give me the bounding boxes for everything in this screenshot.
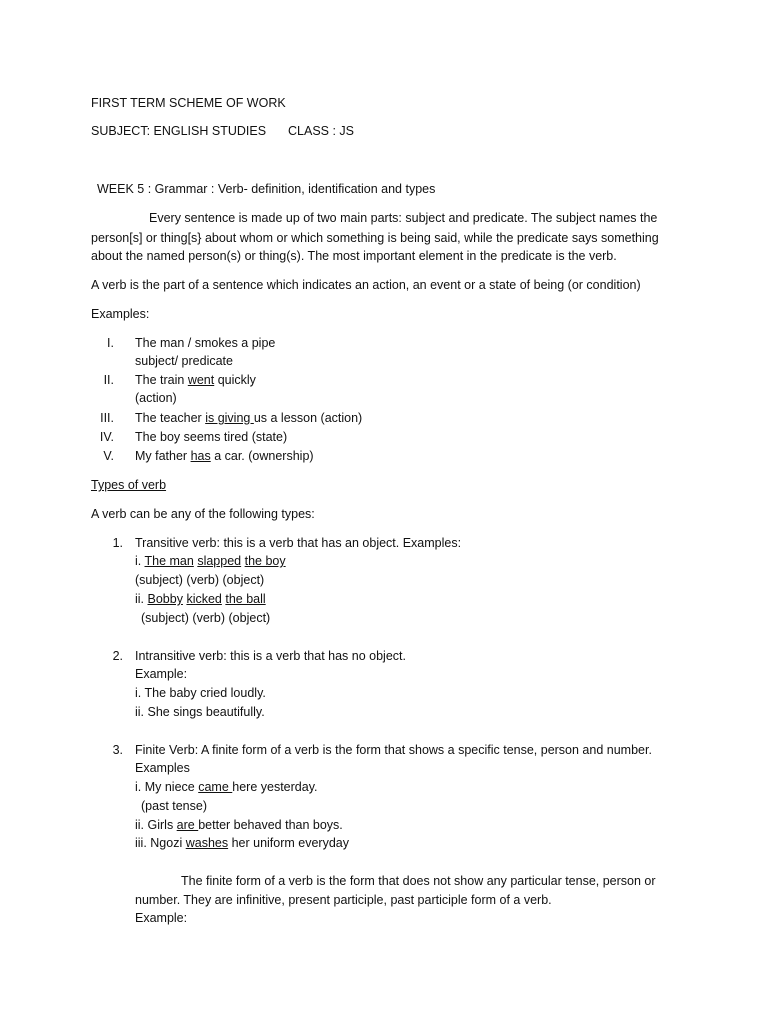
- type-example: [135, 778, 318, 797]
- example-num: I.: [107, 336, 114, 350]
- nonfinite-example-label: Example:: [135, 911, 188, 925]
- example-post: here yesterday.: [232, 780, 318, 794]
- example-post: better behaved than boys.: [198, 818, 343, 832]
- example-num: II.: [103, 373, 114, 387]
- type-example-labels: (subject) (verb) (object): [141, 611, 271, 625]
- example-pre: iii. Ngozi: [135, 836, 186, 850]
- type-example: [135, 552, 286, 571]
- type-title: Transitive verb: this is a verb that has an object. Examples:: [135, 536, 462, 550]
- example-verb: has: [190, 449, 211, 463]
- type-example: [135, 816, 343, 835]
- example-verb: washes: [185, 836, 229, 850]
- example-pre: The train: [135, 373, 188, 387]
- nonfinite-line-1: The finite form of a verb is the form that does not show any particular tense, person or: [181, 874, 656, 888]
- example-text: [135, 447, 314, 466]
- example-text: [135, 409, 362, 428]
- example-object: the boy: [244, 554, 286, 568]
- type-example: ii. She sings beautifully.: [135, 705, 265, 719]
- example-text: [135, 371, 256, 390]
- example-post: her uniform everyday: [228, 836, 349, 850]
- type-title: Finite Verb: A finite form of a verb is the form that shows a specific tense, person and number.: [135, 743, 652, 757]
- example-post: us a lesson (action): [253, 411, 363, 425]
- example-verb: is giving: [205, 411, 254, 425]
- example-verb: slapped: [197, 554, 242, 568]
- types-intro: A verb can be any of the following types:: [91, 507, 315, 521]
- example-verb: are: [176, 818, 199, 832]
- type-number: 3.: [112, 743, 123, 757]
- type-example: [135, 590, 266, 609]
- example-verb: came: [198, 780, 233, 794]
- intro-line-3: about the named person(s) or thing(s). The most important element in the predicate is the verb.: [91, 249, 617, 263]
- example-num: V.: [103, 449, 114, 463]
- example-text: The boy seems tired (state): [135, 430, 288, 444]
- example-subject: The man: [144, 554, 194, 568]
- example-sub: (action): [135, 391, 177, 405]
- example-num: IV.: [99, 430, 114, 444]
- example-verb: kicked: [186, 592, 222, 606]
- document-title: FIRST TERM SCHEME OF WORK: [91, 96, 286, 110]
- example-pre: ii. Girls: [135, 818, 177, 832]
- intro-line-1: Every sentence is made up of two main parts: subject and predicate. The subject names the: [149, 211, 658, 225]
- example-post: quickly: [214, 373, 256, 387]
- example-pre: ii.: [135, 592, 148, 606]
- example-pre: The teacher: [135, 411, 206, 425]
- example-verb: went: [187, 373, 215, 387]
- type-number: 1.: [112, 536, 123, 550]
- example-pre: My father: [135, 449, 191, 463]
- type-number: 2.: [112, 649, 123, 663]
- type-example-note: (past tense): [141, 799, 208, 813]
- example-pre: i.: [135, 554, 145, 568]
- type-examples-label: Examples: [135, 761, 190, 775]
- examples-label: Examples:: [91, 307, 150, 321]
- example-sub: subject/ predicate: [135, 354, 233, 368]
- example-pre: i. My niece: [135, 780, 199, 794]
- example-text: The man / smokes a pipe: [135, 336, 276, 350]
- example-object: the ball: [225, 592, 266, 606]
- type-title: Intransitive verb: this is a verb that has no object.: [135, 649, 406, 663]
- example-post: a car. (ownership): [210, 449, 314, 463]
- type-example: i. The baby cried loudly.: [135, 686, 266, 700]
- subject-line: SUBJECT: ENGLISH STUDIES: [91, 124, 267, 138]
- class-line: CLASS : JS: [288, 124, 354, 138]
- verb-definition: A verb is the part of a sentence which indicates an action, an event or a state of being (or condition): [91, 278, 641, 292]
- type-example: [135, 834, 349, 853]
- type-example-labels: (subject) (verb) (object): [135, 573, 265, 587]
- example-subject: Bobby: [147, 592, 183, 606]
- type-example-label: Example:: [135, 667, 188, 681]
- types-heading: Types of verb: [91, 478, 167, 492]
- example-num: III.: [100, 411, 114, 425]
- nonfinite-line-2: number. They are infinitive, present participle, past participle form of a verb.: [135, 893, 552, 907]
- intro-line-2: person[s] or thing[s} about whom or which something is being said, while the predicate says something: [91, 231, 659, 245]
- week-line: WEEK 5 : Grammar : Verb- definition, identification and types: [97, 182, 436, 196]
